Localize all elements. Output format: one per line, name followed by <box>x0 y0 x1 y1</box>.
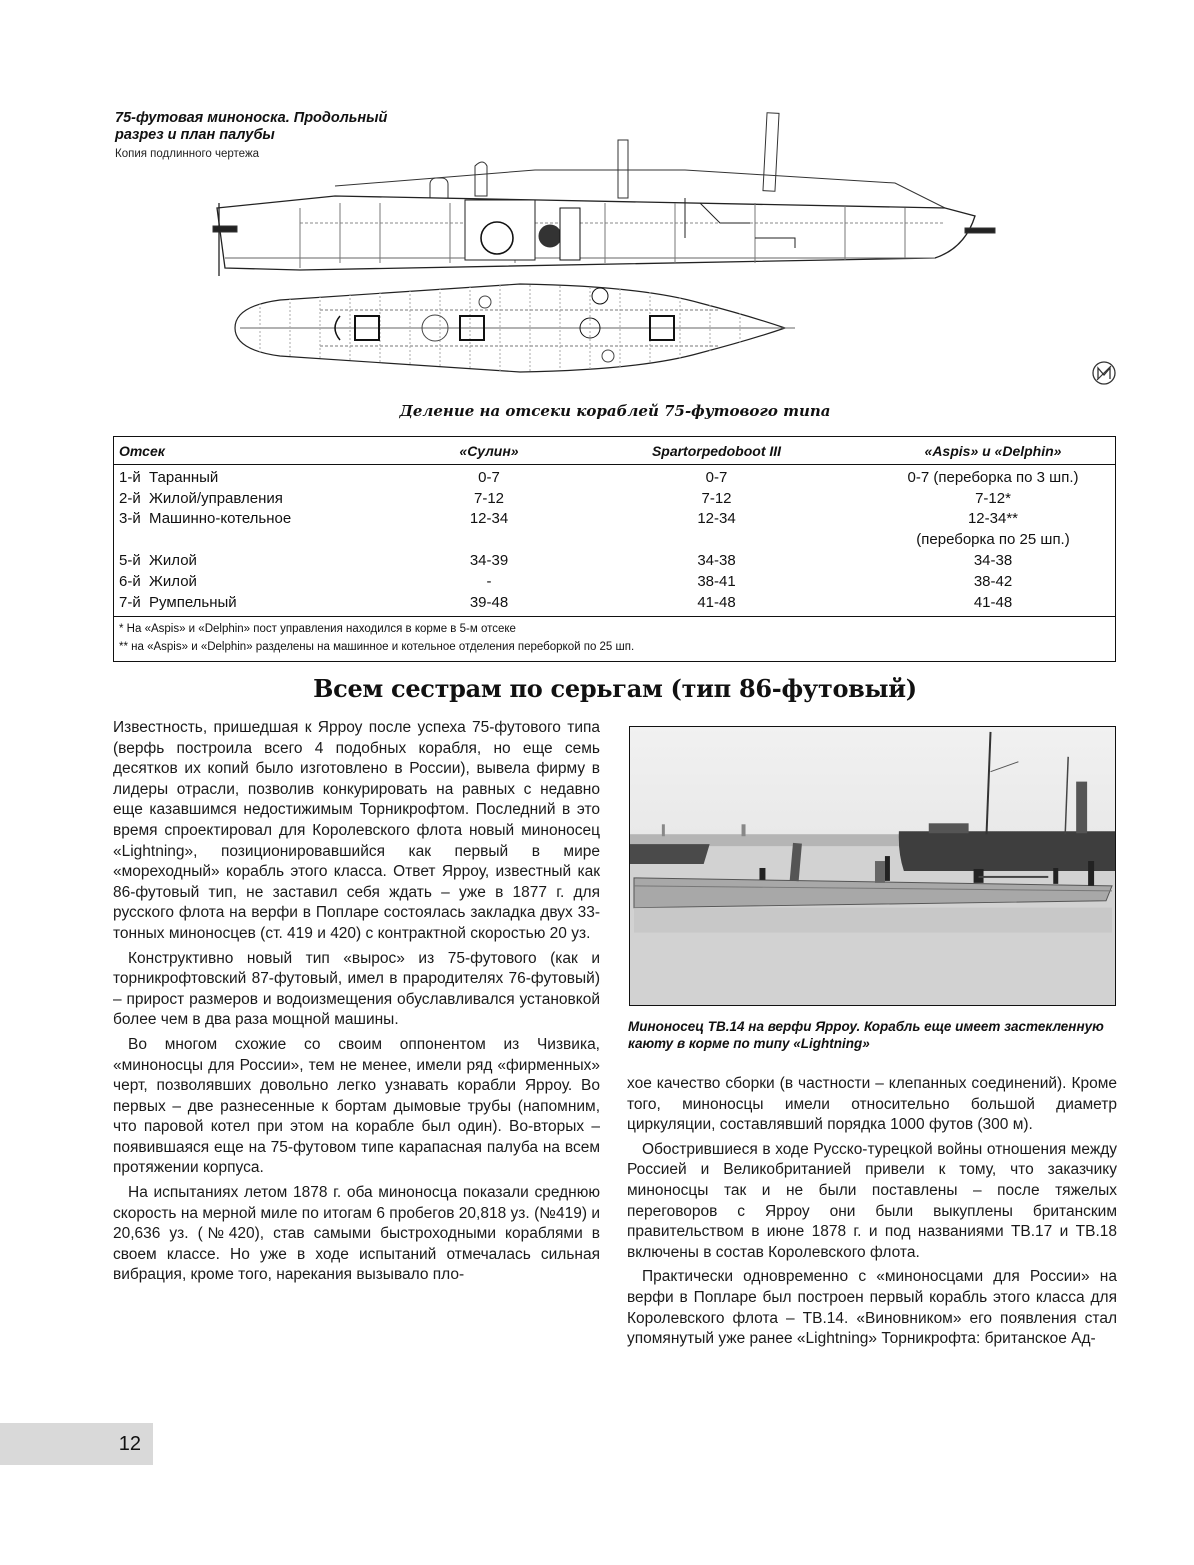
page-number: 12 <box>118 1433 141 1455</box>
paragraph: Во многом схожие со своим оппонентом из Чизвика, «миноносцы для России», тем не менее, имели ряд «фирменных» черт, позволявших довольно легко узнавать корабли Ярроу. Во первых – две разнесенные к бортам дымовые трубы (напомним, что паровой котел при этом на корабле был один). Во-вторых – появившаяся еще на 75-футовом типе карапасная палуба на всем протяжении корпуса. <box>113 1035 600 1177</box>
table-footnote: * На «Aspis» и «Delphin» пост управления находился в корме в 5-м отсеке <box>119 622 516 635</box>
table-row <box>114 529 1115 550</box>
table-cell: 3-й Машинно-котельное <box>119 510 292 528</box>
table-row <box>114 550 1115 571</box>
table-cell: 12-34 <box>469 510 509 528</box>
table-cell: 38-41 <box>697 572 736 590</box>
table-cell: 34-39 <box>469 552 509 570</box>
table-title: Деление на отсеки кораблей 75-футового типа <box>399 402 831 420</box>
table-cell: 7-12 <box>701 489 732 507</box>
table-footnotes <box>114 616 1115 661</box>
table-row <box>114 488 1115 509</box>
table-cell: 39-48 <box>469 593 509 611</box>
torpedo-boat-photo <box>629 726 1116 1006</box>
table-cell: 7-12 <box>473 489 505 507</box>
column-header: «Aspis» и «Delphin» <box>924 442 1062 459</box>
table-row <box>114 592 1115 613</box>
drawing-caption-title: 75-футовая миноноска. Продольный разрез и план палубы <box>115 110 388 143</box>
paragraph: Конструктивно новый тип «вырос» из 75-футового (как и торникрофтовский 87-футовый, имел в прародителях 76-футовый) – прирост размеров и водоизмещения обуславливался установкой более чем в два раза мощной машины. <box>113 949 600 1029</box>
page-number-box <box>0 1423 153 1465</box>
paragraph: хое качество сборки (в частности – клепанных соединений). Кроме того, миноносцы имели относительно большой диаметр циркуляции, составлявший порядка 1000 футов (300 м). <box>627 1075 1117 1134</box>
paragraph: Обострившиеся в ходе Русско-турецкой войны отношения между Россией и Великобританией привели к тому, что заказчику миноносцы так и не были поставлены – после тяжелых переговоров с Ярроу они были выкуплены британским правительством в июне 1878 г. и под названиями ТВ.17 и ТВ.18 включены в состав Королевского флота. <box>627 1140 1117 1261</box>
left-text-column <box>113 718 600 1286</box>
table-cell: 1-й Таранный <box>119 468 219 486</box>
table-cell: 38-42 <box>973 572 1013 590</box>
table-cell: 0-7 <box>705 468 728 486</box>
table-cell: - <box>486 572 492 590</box>
column-header: Отсек <box>119 442 165 459</box>
table-cell: 0-7 (переборка по 3 шп.) <box>907 468 1079 486</box>
right-text-column <box>627 1074 1117 1350</box>
table-cell: 12-34 <box>697 510 736 528</box>
table-cell: 0-7 <box>478 468 500 486</box>
compartments-table <box>113 436 1116 662</box>
ship-deck-plan-drawing <box>220 278 800 376</box>
table-cell: 12-34** <box>967 510 1019 528</box>
table-cell: 5-й Жилой <box>119 552 197 570</box>
table-cell: 7-12* <box>975 489 1011 507</box>
table-row <box>114 509 1115 530</box>
table-cell: 41-48 <box>973 593 1013 611</box>
publisher-logo-icon <box>1091 360 1117 386</box>
ship-profile-drawing <box>205 108 1005 280</box>
table-cell: 2-й Жилой/управления <box>119 489 283 507</box>
table-footnote: ** на «Aspis» и «Delphin» разделены на машинное и котельное отделения переборкой по 25 шп. <box>119 640 635 653</box>
table-row <box>114 467 1115 488</box>
column-header: Spartorpedoboot III <box>651 442 782 459</box>
drawing-caption-subtitle: Копия подлинного чертежа <box>115 148 260 160</box>
paragraph: На испытаниях летом 1878 г. оба миноносца показали среднюю скорость на мерной миле по итогам 6 пробегов 20,818 уз. (№419) и 20,636 уз. (№420), став самыми быстроходными кораблями в своем классе. Но уже в ходе испытаний отмечалась сильная вибрация, кроме того, нарекания вызывало пло- <box>113 1184 600 1284</box>
table-row <box>114 571 1115 592</box>
table-cell: 34-38 <box>973 552 1013 570</box>
table-cell: 34-38 <box>697 552 736 570</box>
paragraph: Известность, пришедшая к Ярроу после успеха 75-футового типа (верфь построила всего 4 подобных корабля, но еще семь десятков их копий было изготовлено в России), вывела фирму в лидеры отрасли, позволив конкурировать на равных с недавно еще казавшимся недостижимым Торникрофтом. Последний в это время спроектировал для Королевского флота новый миноносец «Lightning», позиционировавшийся как первый в мире «мореходный» корабль этого класса. Ответ Ярроу, известный как 86-футовый тип, не заставил себя ждать – уже в 1877 г. для русского флота на верфи в Попларе состоялась закладка двух 33-тонных миноносцев (ст. 419 и 420) с контрактной скоростью 20 уз. <box>113 719 600 942</box>
section-heading: Всем сестрам по серьгам (тип 86-футовый) <box>313 674 917 703</box>
photo-caption: Миноносец ТВ.14 на верфи Ярроу. Корабль еще имеет застекленную каюту в корме по типу «Lightning» <box>628 1019 1104 1051</box>
table-cell: 7-й Румпельный <box>119 593 237 611</box>
table-cell: (переборка по 25 шп.) <box>916 531 1070 549</box>
table-cell: 6-й Жилой <box>119 572 197 590</box>
column-header: «Сулин» <box>459 442 519 459</box>
paragraph: Практически одновременно с «миноносцами для России» на верфи в Попларе был построен первый корабль этого класса для Королевского флота – ТВ.14. «Виновником» его появления стал упомянутый уже ранее «Lightning» Торникрофта: британское Ад- <box>627 1268 1117 1348</box>
table-cell: 41-48 <box>697 593 736 611</box>
table-header-row <box>114 437 1115 465</box>
